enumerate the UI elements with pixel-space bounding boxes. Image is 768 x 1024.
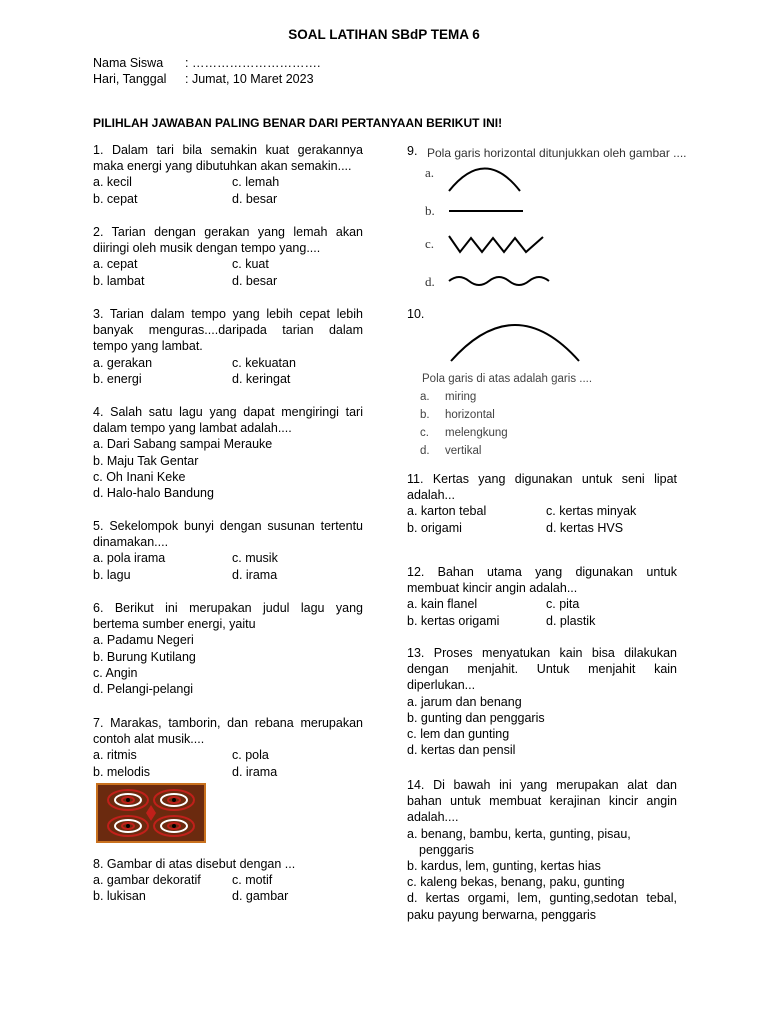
option-c-label: c. [425,236,435,251]
option-c: c. melengkung [420,427,508,439]
option-b: b. Maju Tak Gentar [93,453,199,468]
question-12 [407,564,677,629]
page-title: SOAL LATIHAN SBdP TEMA 6 [288,27,480,42]
option-b: b. kertas origami [407,613,500,628]
option-a: a. pola irama [93,551,166,566]
option-c: c. musik [232,551,278,566]
option-a: a. kecil [93,175,132,190]
batik-motif-image [96,783,206,843]
question-2 [93,224,363,289]
option-d: d. irama [232,567,278,582]
option-b: b. lambat [93,273,145,288]
option-d: d. Pelangi-pelangi [93,682,194,697]
option-c: c. kuat [232,257,269,272]
option-b: b. energi [93,371,142,386]
question-14 [407,777,677,923]
option-d: d. Halo-halo Bandung [93,486,214,501]
option-a: a. miring [420,391,477,403]
option-a: a. gerakan [93,355,153,370]
option-b: b. kardus, lem, gunting, kertas hias [407,859,601,874]
option-b: b. gunting dan penggaris [407,710,545,725]
option-b: b. origami [407,520,462,535]
line-patterns-svg [407,144,567,294]
question-1 [93,142,363,207]
option-a: a. kain flanel [407,597,478,612]
option-d: d. kertas orgami, lem, gunting,sedotan tebal, paku payung berwarna, penggaris [407,891,677,922]
option-d: d. gambar [232,889,289,904]
option-c: c. lem dan gunting [407,727,510,742]
option-a: a. ritmis [93,748,137,763]
option-c: c. Oh Inani Keke [93,469,186,484]
question-number: 9. [407,144,418,158]
instruction: PILIHLAH JAWABAN PALING BENAR DARI PERTANYAAN BERIKUT INI! [93,116,503,130]
question-text: Pola garis horizontal ditunjukkan oleh gambar .... [427,146,687,160]
option-c: c. kertas minyak [546,504,637,519]
question-number: 10. [407,307,425,321]
name-value: : …………………………. [185,56,321,70]
question-text: 6. Berikut ini merupakan judul lagu yang bertema sumber energi, yaitu [93,601,363,632]
question-13 [407,645,677,758]
question-text: 4. Salah satu lagu yang dapat mengiringi tari dalam tempo yang lambat adalah.... [93,405,363,436]
option-a-continued: penggaris [419,842,474,857]
date-line [93,72,314,86]
option-b: b. Burung Kutilang [93,649,196,664]
option-b: b. melodis [93,764,150,779]
curve-line-svg [447,309,587,365]
option-c: c. kekuatan [232,355,296,370]
question-text: 8. Gambar di atas disebut dengan ... [93,857,296,871]
question-7 [93,715,363,780]
option-a-label: a. [425,165,435,180]
option-d: d. irama [232,764,278,779]
option-d-label: d. [425,274,435,289]
option-c: c. kaleng bekas, benang, paku, gunting [407,875,625,890]
option-a: a. cepat [93,257,138,272]
option-a: a. gambar dekoratif [93,873,201,888]
option-a: a. Padamu Negeri [93,633,194,648]
question-text: 5. Sekelompok bunyi dengan susunan tertentu dinamakan.... [93,519,363,550]
question-6 [93,600,363,697]
date-label: Hari, Tanggal [93,72,167,86]
batik-motif-svg [98,785,204,841]
name-label: Nama Siswa [93,56,164,70]
question-5 [93,518,363,583]
question-text: 11. Kertas yang digunakan untuk seni lipat adalah... [407,472,677,503]
question-text: 12. Bahan utama yang digunakan untuk membuat kincir angin adalah... [407,565,677,596]
option-c: c. pola [232,748,269,763]
question-3 [93,306,363,387]
option-c: c. lemah [232,175,280,190]
option-c: c. motif [232,873,273,888]
question-text: 13. Proses menyatukan kain bisa dilakukan dengan menjahit. Untuk menjahit kain diperlukan... [407,646,677,693]
option-d: d. vertikal [420,445,482,457]
question-8 [93,856,363,905]
option-a: a. benang, bambu, kerta, gunting, pisau, [407,826,631,841]
option-d: d. besar [232,191,278,206]
question-text: Pola garis di atas adalah garis .... [422,373,593,385]
option-a: a. karton tebal [407,504,487,519]
question-text: 3. Tarian dalam tempo yang lebih cepat lebih banyak menguras....daripada tarian dalam tempo yang lambat. [93,307,363,354]
question-text: 7. Marakas, tamborin, dan rebana merupakan contoh alat musik.... [93,716,363,747]
option-a: a. Dari Sabang sampai Merauke [93,437,273,452]
question-text: 1. Dalam tari bila semakin kuat gerakannya maka energi yang dibutuhkan akan semakin.... [93,143,363,174]
question-11 [407,471,677,536]
option-b: b. cepat [93,191,138,206]
option-d: d. kertas dan pensil [407,743,516,758]
option-c: c. pita [546,597,580,612]
date-value: : Jumat, 10 Maret 2023 [185,72,314,86]
student-name-line [93,56,320,70]
option-d: d. kertas HVS [546,520,624,535]
option-b-label: b. [425,203,435,218]
option-b: b. lukisan [93,889,146,904]
option-b: b. horizontal [420,409,495,421]
question-text: 2. Tarian dengan gerakan yang lemah akan diiringi oleh musik dengan tempo yang.... [93,225,363,256]
option-b: b. lagu [93,567,131,582]
question-4 [93,404,363,501]
option-d: d. plastik [546,613,596,628]
option-d: d. besar [232,273,278,288]
option-a: a. jarum dan benang [407,694,522,709]
option-d: d. keringat [232,371,291,386]
question-text: 14. Di bawah ini yang merupakan alat dan bahan untuk membuat kerajinan kincir angin adalah.... [407,778,677,825]
option-c: c. Angin [93,665,138,680]
